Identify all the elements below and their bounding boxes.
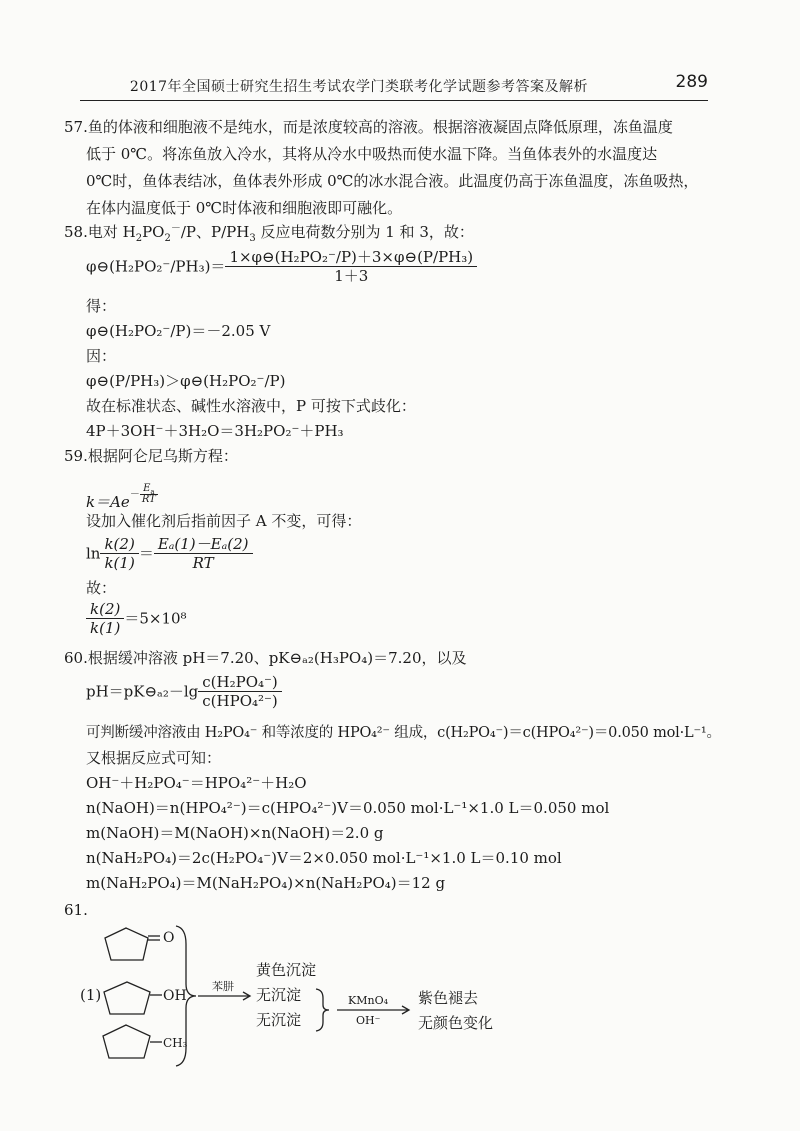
q58-intro-a: 58.电对 H [64, 223, 136, 241]
brace-small [316, 989, 329, 1031]
q59-eq1-exp-den: RT [141, 494, 156, 505]
methylcyclopentane-ring [103, 1025, 150, 1058]
page-number: 289 [675, 72, 708, 92]
q58-intro: 58.电对 $H_2PO_2^-/P$、$P/PH_3$ 反应电荷数分别为 1 和 3，故： [64, 223, 474, 244]
q59-eq2-rnum: Eₐ(1)－Eₐ(2) [154, 535, 253, 554]
q59-eq2-equals: ＝ [138, 544, 154, 563]
q60-eq-lhs: pH＝pK⊖ₐ₂－lg [86, 682, 199, 701]
q58-result: φ⊖(H₂PO₂⁻/P)＝－2.05 V [86, 322, 271, 340]
q61-sub-ch3: CH₃ [163, 1036, 188, 1050]
q59-eq2-ln: ln [86, 544, 101, 563]
q58-eq-numerator: 1×φ⊖(H₂PO₂⁻/P)＋3×φ⊖(P/PH₃) [225, 248, 477, 267]
q57-line2: 低于 0℃。将冻鱼放入冷水，其将从冷水中吸热而使水温下降。当鱼体表外的水温度达 [86, 145, 658, 163]
q58-compare: φ⊖(P/PH₃)＞φ⊖(H₂PO₂⁻/P) [86, 372, 286, 390]
q59-eq1-exp-sub: a [150, 488, 155, 496]
q59-assume: 设加入催化剂后指前因子 A 不变，可得： [86, 512, 362, 530]
q59-intro: 59.根据阿仑尼乌斯方程： [64, 447, 238, 465]
q61-result-1b: 无沉淀 [256, 986, 302, 1004]
q58-eq-denominator: 1＋3 [334, 267, 369, 285]
q60-eq-den: c(HPO₄²⁻) [202, 692, 278, 710]
q57-line1: 57.鱼的体液和细胞液不是纯水，而是浓度较高的溶液。根据溶液凝固点降低原理，冻鱼温度 [64, 118, 673, 136]
q60-intro: 60.根据缓冲溶液 pH＝7.20、pK⊖ₐ₂(H₃PO₄)＝7.20，以及 [64, 649, 467, 667]
q61-sub-o: O [163, 930, 175, 946]
q61-reagent-2-top: KMnO₄ [348, 994, 388, 1007]
q60-eq-num: c(H₂PO₄⁻) [198, 673, 282, 692]
q58-because: 因： [86, 347, 117, 365]
cyclopentanone-ring [105, 928, 148, 960]
q58-eq-lhs: φ⊖(H₂PO₂⁻/PH₃)＝ [86, 257, 226, 276]
q60-calc4: m(NaH₂PO₄)＝M(NaH₂PO₄)×n(NaH₂PO₄)＝12 g [86, 874, 446, 892]
q60-reaction: OH⁻＋H₂PO₄⁻＝HPO₄²⁻＋H₂O [86, 774, 307, 792]
q59-gu: 故： [86, 579, 117, 597]
q59-eq2-lnum: k(2) [100, 535, 138, 554]
q60-calc3: n(NaH₂PO₄)＝2c(H₂PO₄⁻)V＝2×0.050 mol·L⁻¹×1.0 L＝0.10 mol [86, 849, 562, 867]
q60-deduce: 可判断缓冲溶液由 H₂PO₄⁻ 和等浓度的 HPO₄²⁻ 组成，c(H₂PO₄⁻)＝c(HPO₄²⁻)＝0.050 mol·L⁻¹。 [86, 725, 721, 741]
cyclopentanol-ring [104, 982, 150, 1014]
q58-intro-b: PO [142, 223, 165, 241]
q57-line4: 在体内温度低于 0℃时体液和细胞液即可融化。 [86, 199, 403, 217]
q61-result-1a: 黄色沉淀 [256, 961, 317, 979]
q58-intro-d: 反应电荷数分别为 1 和 3，故： [255, 223, 474, 241]
q61-result-1c: 无沉淀 [256, 1011, 302, 1029]
q61-reagent-1: 苯肼 [212, 980, 234, 993]
q61-number: 61. [64, 901, 88, 919]
q60-calc1: n(NaOH)＝n(HPO₄²⁻)＝c(HPO₄²⁻)V＝0.050 mol·L⁻¹×1.0 L＝0.050 mol [86, 799, 610, 817]
q59-eq1-base: k＝Ae [86, 493, 130, 511]
header-title: 2017年全国硕士研究生招生考试农学门类联考化学试题参考答案及解析 [129, 79, 589, 95]
q61-part-label: (1) [80, 986, 102, 1004]
q61-reagent-2-bottom: OH⁻ [356, 1014, 381, 1027]
q58-conclusion: 故在标准状态、碱性水溶液中，P 可按下式歧化： [86, 397, 416, 415]
q59-eq3-rhs: ＝5×10⁸ [124, 609, 187, 628]
q59-eq2-rden: RT [192, 554, 214, 572]
q61-result-2a: 紫色褪去 [418, 989, 479, 1007]
q60-also: 又根据反应式可知： [86, 749, 222, 767]
q58-de: 得： [86, 297, 117, 315]
q59-eq3-num: k(2) [86, 600, 124, 619]
q58-intro-c: /P、P/PH [180, 223, 250, 241]
q60-calc2: m(NaOH)＝M(NaOH)×n(NaOH)＝2.0 g [86, 824, 384, 842]
q59-arrhenius: k＝Ae－ $\frac{E_a}{RT}$ [86, 483, 156, 511]
q61-result-2b: 无颜色变化 [418, 1014, 494, 1032]
q61-sub-oh: OH [163, 988, 187, 1004]
q59-eq2-lden: k(1) [104, 554, 135, 572]
q57-line3: 0℃时，鱼体表结冰，鱼体表外形成 0℃的冰水混合液。此温度仍高于冻鱼温度，冻鱼吸热， [86, 172, 699, 190]
q58-reaction: 4P＋3OH⁻＋3H₂O＝3H₂PO₂⁻＋PH₃ [86, 422, 344, 440]
q59-eq1-exp-num: E [143, 483, 151, 494]
q59-eq3-den: k(1) [90, 619, 121, 637]
